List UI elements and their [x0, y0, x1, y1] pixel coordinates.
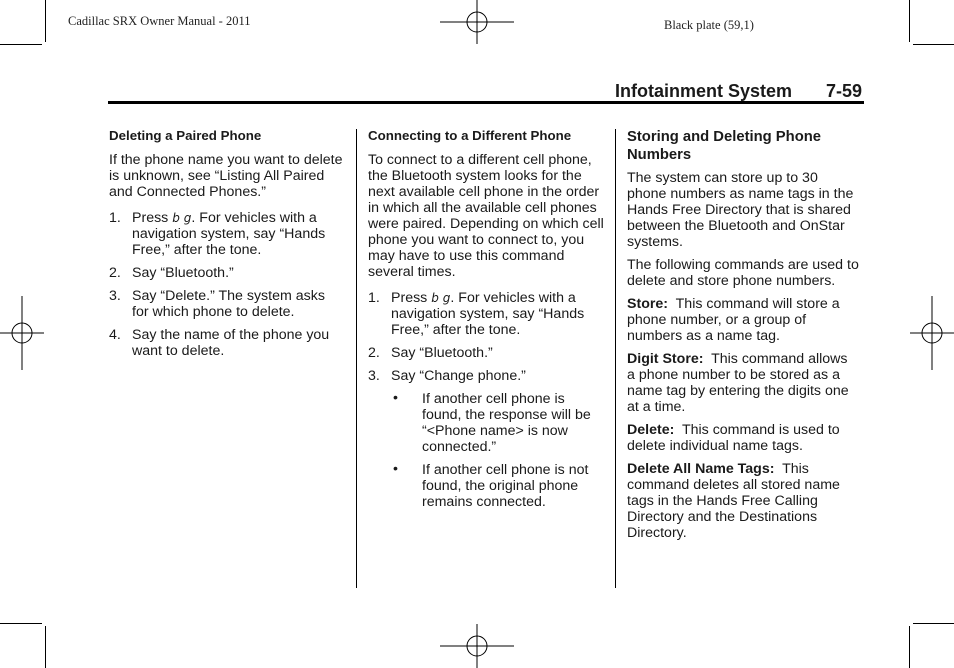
step-text: Say “Bluetooth.”	[132, 265, 234, 281]
step-number: 3.	[368, 368, 380, 384]
step-text: Press	[132, 210, 169, 226]
step-number: 2.	[109, 265, 121, 281]
step-text: Say the name of the phone you want to delete.	[132, 327, 330, 359]
command-desc: This command allows a phone number to be stored as a name tag by entering the digits one at a time.	[627, 351, 849, 415]
header-rule	[108, 101, 864, 104]
command-entry	[627, 461, 859, 541]
list-item	[109, 288, 345, 320]
bullet-icon: •	[393, 461, 398, 477]
command-term: Delete:	[627, 422, 675, 438]
intro-paragraph: If the phone name you want to delete is unknown, see “Listing All Paired and Connected Phones.”	[109, 152, 343, 200]
step-text: . For vehicles with a navigation system, say “Hands Free,” after the tone.	[132, 210, 326, 258]
command-desc: This command deletes all stored name tags in the Hands Free Calling Directory and the Destinations Directory.	[627, 461, 840, 541]
list-item	[109, 327, 345, 359]
section-heading: Storing and Deleting Phone Numbers	[627, 129, 822, 163]
manual-title: Cadillac SRX Owner Manual - 2011	[68, 14, 251, 28]
bullet-text: If another cell phone is not found, the original phone remains connected.	[422, 462, 589, 510]
voice-button-icon: g	[183, 211, 192, 225]
crop-mark	[909, 626, 910, 668]
column-1	[109, 128, 345, 366]
list-item	[368, 368, 604, 384]
phone-button-icon: b	[431, 291, 439, 305]
list-item	[368, 290, 604, 338]
command-desc: This command will store a phone number, or a group of numbers as a name tag.	[627, 296, 840, 344]
step-number: 1.	[368, 290, 380, 306]
column-divider	[356, 129, 357, 588]
registration-mark-icon	[440, 624, 514, 668]
paragraph: The following commands are used to delete and store phone numbers.	[627, 257, 859, 289]
paragraph: The system can store up to 30 phone numbers as name tags in the Hands Free Directory that is shared between the Bluetooth and OnStar systems.	[627, 170, 854, 250]
step-text: Say “Change phone.”	[391, 368, 526, 384]
bullet-text: If another cell phone is found, the response will be “<Phone name> is now connected.”	[422, 391, 591, 455]
registration-mark-icon	[440, 0, 514, 44]
step-text: Say “Delete.” The system asks for which phone to delete.	[132, 288, 325, 320]
step-number: 4.	[109, 327, 121, 343]
command-term: Digit Store:	[627, 351, 704, 367]
crop-mark	[45, 0, 46, 42]
crop-mark	[909, 0, 910, 42]
bullet-item	[390, 391, 604, 455]
column-2	[368, 128, 604, 517]
list-item	[109, 265, 345, 281]
intro-paragraph: To connect to a different cell phone, the Bluetooth system looks for the next available cell phone in the order in which all the available cell phones were paired. Depending on which cell phone you want to connect to, you may have to use this command several times.	[368, 152, 604, 280]
step-number: 2.	[368, 345, 380, 361]
crop-mark	[913, 44, 954, 45]
command-desc: This command is used to delete individual name tags.	[627, 422, 840, 454]
registration-mark-icon	[0, 296, 44, 370]
voice-button-icon: g	[442, 291, 451, 305]
command-entry	[627, 351, 859, 415]
crop-mark	[913, 623, 954, 624]
column-divider	[615, 129, 616, 588]
list-item	[109, 210, 345, 258]
subheading: Connecting to a Different Phone	[368, 128, 572, 143]
column-3	[627, 128, 859, 548]
step-number: 1.	[109, 210, 121, 226]
registration-mark-icon	[910, 296, 954, 370]
bullet-icon: •	[393, 390, 398, 406]
crop-mark	[0, 623, 42, 624]
command-entry	[627, 296, 859, 344]
step-text: Press	[391, 290, 428, 306]
plate-label: Black plate (59,1)	[664, 18, 754, 32]
command-entry	[627, 422, 859, 454]
bullet-item	[390, 462, 604, 510]
crop-mark	[45, 626, 46, 668]
command-term: Delete All Name Tags:	[627, 461, 775, 477]
page-number: 7-59	[826, 81, 863, 101]
phone-button-icon: b	[172, 211, 180, 225]
step-number: 3.	[109, 288, 121, 304]
list-item	[368, 345, 604, 361]
section-title: Infotainment System	[615, 81, 793, 101]
command-term: Store:	[627, 296, 668, 312]
crop-mark	[0, 44, 42, 45]
subheading: Deleting a Paired Phone	[109, 128, 262, 143]
step-text: . For vehicles with a navigation system, say “Hands Free,” after the tone.	[391, 290, 585, 338]
step-text: Say “Bluetooth.”	[391, 345, 493, 361]
